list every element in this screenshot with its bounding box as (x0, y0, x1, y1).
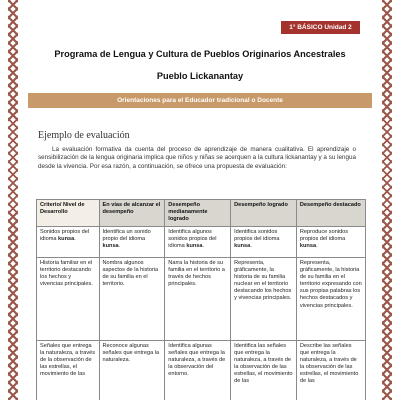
table-header-cell: En vías de alcanzar el desempeño (99, 200, 165, 227)
decorative-border-left (8, 0, 18, 400)
program-title: Programa de Lengua y Cultura de Pueblos Originarios Ancestrales (54, 49, 346, 59)
table-cell: Narra la historia de su familia en el territorio a través de hechos principales. (165, 258, 231, 341)
table-header-cell: Desempeño medianamente logrado (165, 200, 231, 227)
table-cell: Identifica algunos sonidos propios del idioma kunsa. (165, 227, 231, 258)
table-header-cell: Desempeño logrado (231, 200, 297, 227)
table-header-cell: Desempeño destacado (296, 200, 365, 227)
evaluation-rubric-table (36, 199, 366, 400)
section-heading: Ejemplo de evaluación (38, 130, 130, 141)
table-row (37, 227, 366, 258)
unit-badge: 1° BÁSICO Unidad 2 (281, 21, 360, 34)
intro-paragraph: La evaluación formativa da cuenta del proceso de aprendizaje de manera cualitativa. El aprendizaje o sensibilización de la lengua originaria implica que niños y niñas se acerquen a la cultura lickanantay y a su lengua desde la vivencia. Por esa razón, a continuación, se ofrece una propuesta de evaluación: (38, 146, 356, 170)
table-cell: Representa, gráficamente, la historia de su familia nuclear en el territorio destacando los hechos y vivencias principales. (231, 258, 297, 341)
table-cell: Describe las señales que entrega la naturaleza, a través de la observación de las estrellas, el movimiento de las (296, 341, 365, 400)
table-header-row (37, 200, 366, 227)
table-cell: Sonidos propios del idioma kunsa. (37, 227, 100, 258)
table-cell: Identifica algunas señales que entrega la naturaleza, a través de la observación del entorno. (165, 341, 231, 400)
orientation-bar: Orientaciones para el Educador tradicional o Docente (28, 93, 372, 108)
table-row (37, 341, 366, 400)
table-cell: Señales que entrega la naturaleza, a través de la observación de las estrellas, el movimiento de las (37, 341, 100, 400)
people-title: Pueblo Lickanantay (156, 71, 244, 81)
table-cell: Reconoce algunas señales que entrega la naturaleza. (99, 341, 165, 400)
table-cell: Identifica sonidos propios del idioma kunsa. (231, 227, 297, 258)
table-cell: Representa, gráficamente, la historia de su familia en el territorio expresando con sus propias palabras los hechos destacados y vivencias principales. (296, 258, 365, 341)
table-cell: Identifica las señales que entrega la naturaleza, a través de la observación de las estrellas, el movimiento de las (231, 341, 297, 400)
decorative-border-right (382, 0, 392, 400)
table-cell: Nombra algunos aspectos de la historia de su familia en el territorio. (99, 258, 165, 341)
table-cell: Identifica un sonido propio del idioma kunsa. (99, 227, 165, 258)
table-header-cell: Criterio/ Nivel de Desarrollo (37, 200, 100, 227)
table-row (37, 258, 366, 341)
table-cell: Reproduce sonidos propios del idioma kunsa. (296, 227, 365, 258)
table-cell: Historia familiar en el territorio destacando los hechos y vivencias principales. (37, 258, 100, 341)
